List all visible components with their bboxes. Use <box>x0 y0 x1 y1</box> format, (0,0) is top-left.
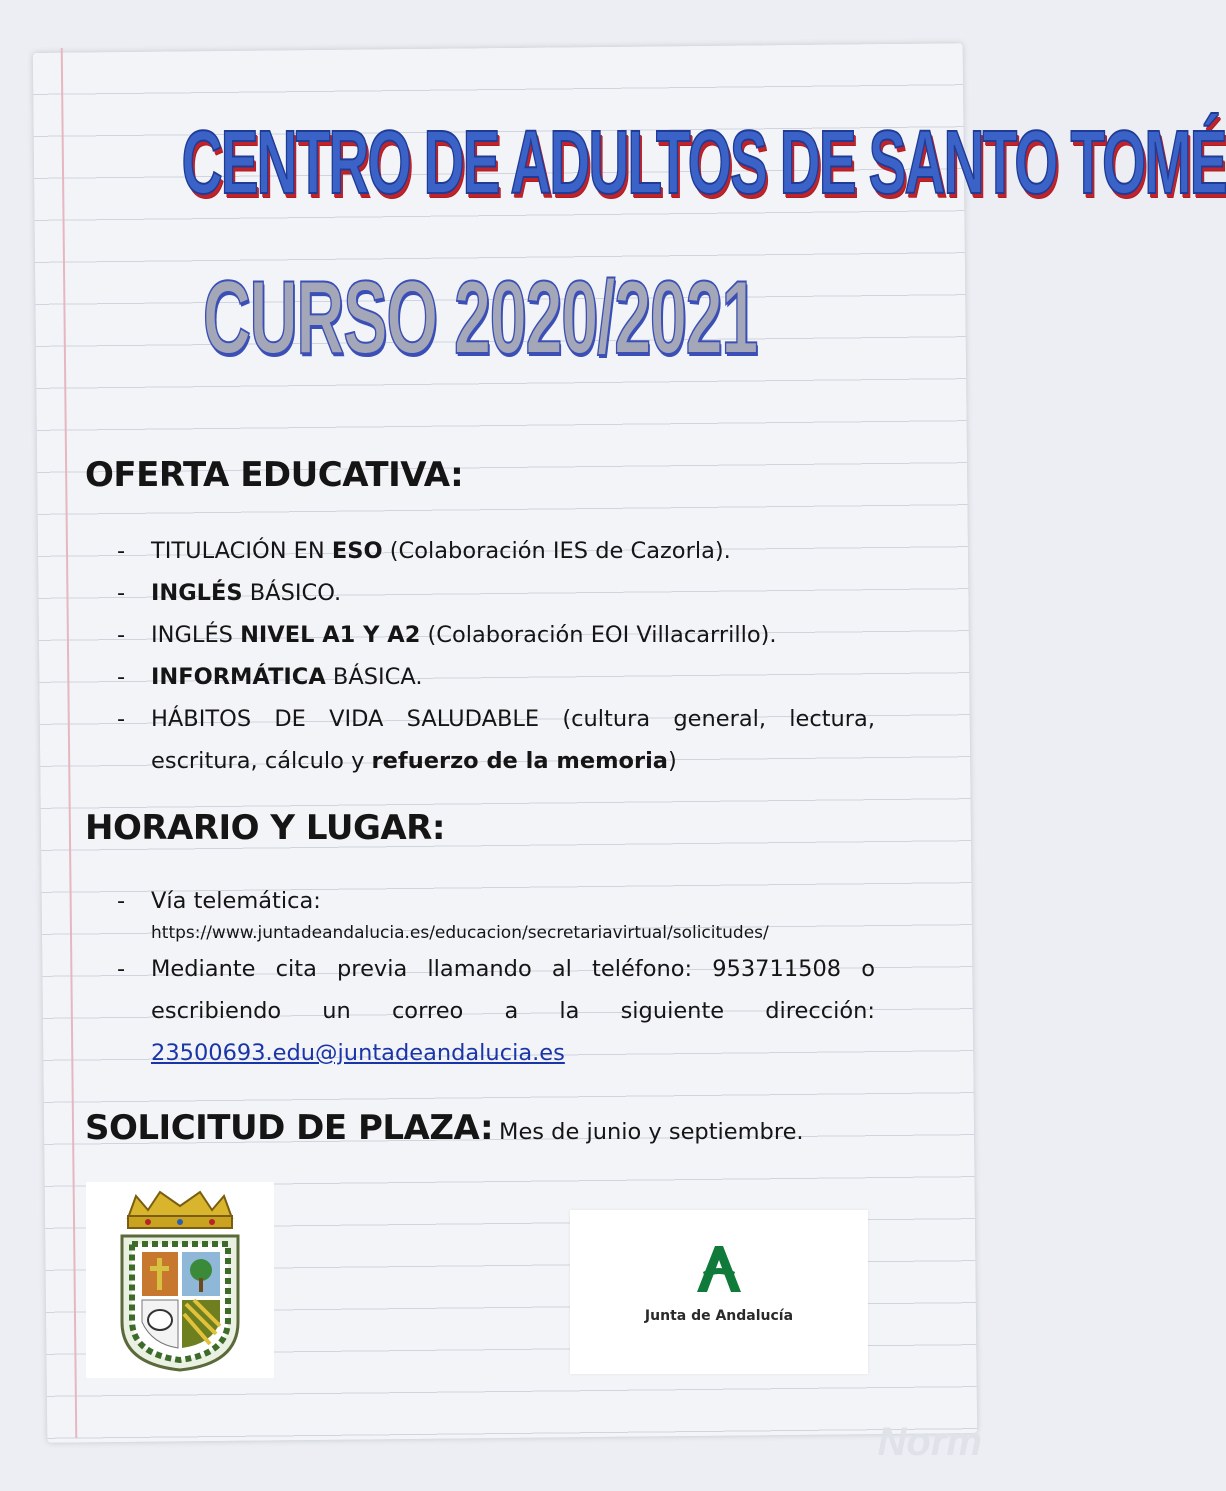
solicitud-heading: SOLICITUD DE PLAZA: <box>85 1108 494 1148</box>
poster-subtitle: CURSO 2020/2021 <box>202 260 758 376</box>
oferta-item-text: BÁSICA. <box>325 664 423 690</box>
oferta-item <box>117 530 875 572</box>
oferta-heading: OFERTA EDUCATIVA: <box>85 455 464 495</box>
via-url[interactable]: https://www.juntadeandalucia.es/educacion/secretariavirtual/solicitudes/ <box>151 923 769 943</box>
oferta-item-text: BÁSICO. <box>242 580 342 606</box>
oferta-item-text: HÁBITOS DE VIDA SALUDABLE (cultura general, lectura, escritura, cálculo y <box>151 706 875 774</box>
oferta-heading-wrap <box>85 455 463 495</box>
oferta-item-text: (Colaboración EOI Villacarrillo). <box>420 622 777 648</box>
horario-list-wrap <box>85 880 875 1074</box>
via-label: Vía telemática: <box>151 888 321 914</box>
oferta-item-bold: ESO <box>331 538 383 564</box>
junta-andalucia-logo <box>570 1210 868 1374</box>
horario-item-via <box>117 880 875 948</box>
solicitud-text: Mes de junio y septiembre. <box>499 1119 804 1145</box>
solicitud-wrap <box>85 1108 804 1148</box>
oferta-list <box>85 530 875 782</box>
oferta-item-text: TITULACIÓN EN <box>151 538 332 564</box>
oferta-item-text: INGLÉS <box>151 622 241 648</box>
horario-heading-wrap <box>85 808 445 848</box>
oferta-item-bold: NIVEL A1 Y A2 <box>240 622 421 648</box>
oferta-item <box>117 572 875 614</box>
junta-a-icon <box>570 1210 868 1310</box>
horario-heading: HORARIO Y LUGAR: <box>85 808 445 848</box>
oferta-list-wrap <box>85 530 875 782</box>
watermark: Norm <box>877 1420 982 1464</box>
oferta-item <box>117 656 875 698</box>
horario-list <box>85 880 875 1074</box>
junta-label: Junta de Andalucía <box>644 1308 794 1324</box>
oferta-item-text: ) <box>667 748 677 774</box>
oferta-item <box>117 614 875 656</box>
cita-text: Mediante cita previa llamando al teléfono: 953711508 o escribiendo un correo a la siguiente dirección: <box>151 956 875 1024</box>
coat-of-arms-logo <box>86 1182 274 1378</box>
oferta-item <box>117 698 875 782</box>
crest-icon <box>86 1182 274 1378</box>
oferta-item-text: (Colaboración IES de Cazorla). <box>382 538 731 564</box>
horario-item-cita <box>117 948 875 1074</box>
poster-title: CENTRO DE ADULTOS DE SANTO TOMÉ <box>181 113 1226 213</box>
email-link[interactable]: 23500693.edu@juntadeandalucia.es <box>151 1040 565 1066</box>
oferta-item-bold: INFORMÁTICA <box>151 664 326 690</box>
oferta-item-bold: INGLÉS <box>151 580 243 606</box>
oferta-item-bold: refuerzo de la memoria <box>371 748 668 774</box>
